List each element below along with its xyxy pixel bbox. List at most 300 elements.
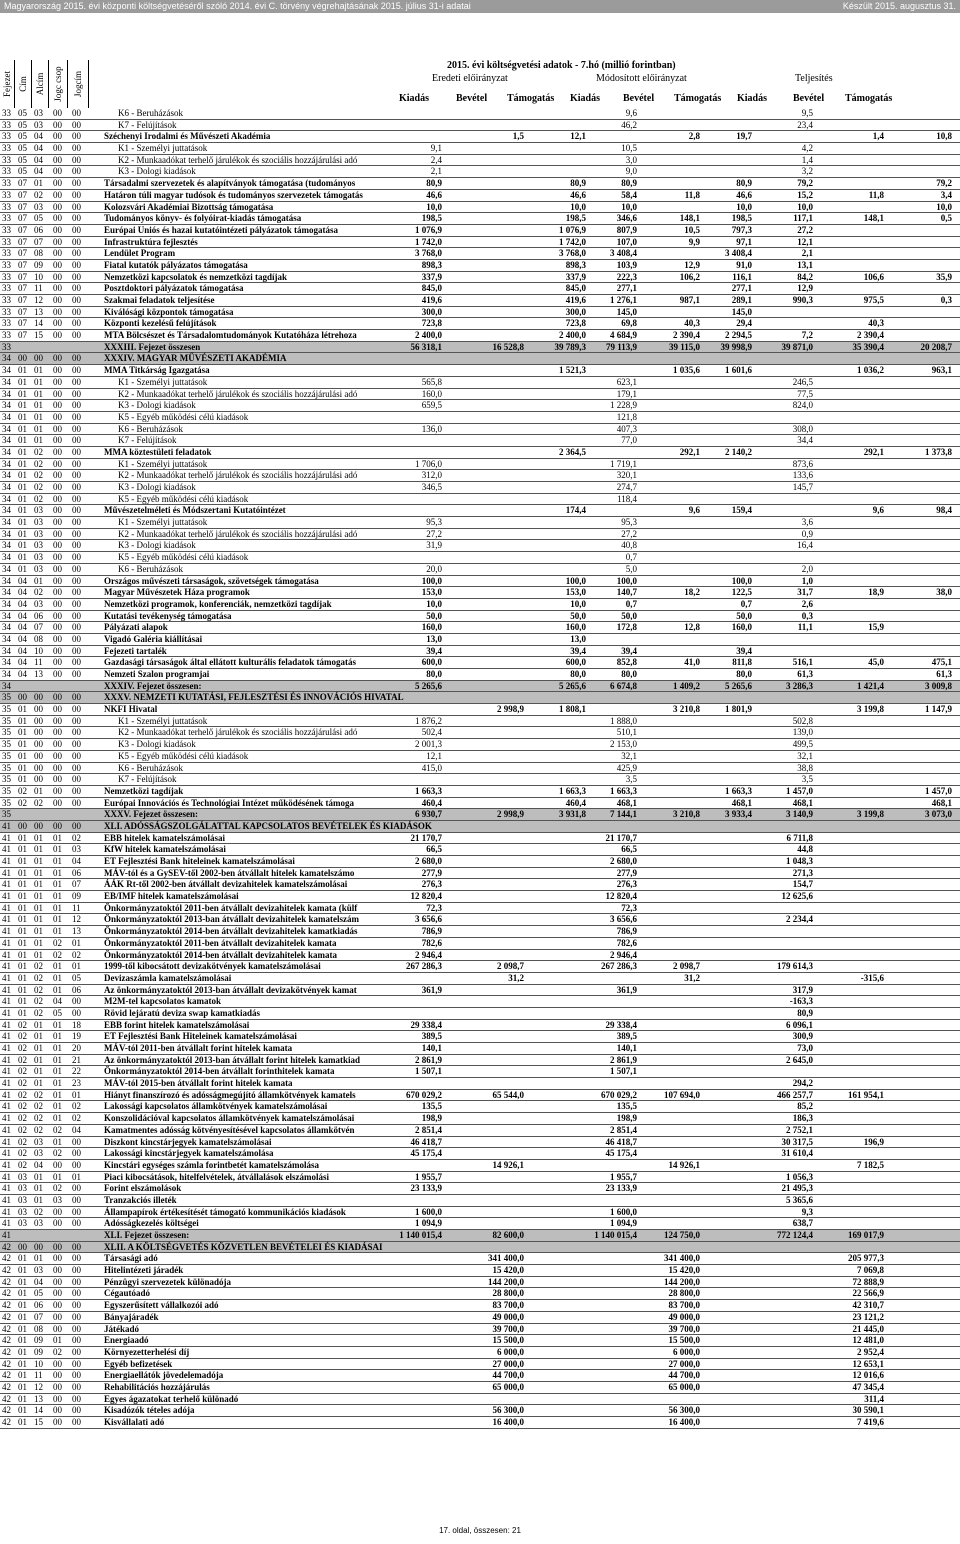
row-label: MÁV-tól 2015-ben átvállalt forint hitelek kamata [104, 1078, 293, 1089]
row-label: Az önkormányzatoktól 2013-ban átvállalt forint hitelek kamatkiad [104, 1054, 361, 1065]
table-row [0, 330, 960, 342]
code-cell: 02 [34, 961, 43, 972]
code-cell: 00 [72, 376, 81, 387]
code-cell: 03 [34, 201, 43, 212]
value-cell: 12,1 [426, 750, 442, 761]
code-cell: 01 [18, 762, 27, 773]
code-cell: 01 [34, 1043, 43, 1053]
value-cell: 23 133,9 [605, 1183, 637, 1194]
row-label: MMA köztestületi feladatok [104, 446, 212, 457]
value-cell: 1 035,6 [673, 365, 700, 376]
code-cell: 07 [34, 1311, 43, 1322]
code-cell: 00 [72, 400, 81, 411]
table-row [0, 166, 960, 178]
table-row [0, 868, 960, 880]
value-cell: 133,6 [792, 470, 813, 481]
code-cell: 00 [53, 575, 62, 586]
code-cell: 05 [53, 1007, 62, 1018]
value-cell: 1 457,0 [925, 785, 952, 796]
code-cell: 41 [2, 1089, 11, 1100]
code-cell: 07 [18, 236, 27, 247]
code-cell: 41 [2, 961, 11, 972]
table-row [0, 1335, 960, 1347]
code-cell: 00 [53, 318, 62, 329]
value-cell: 69,8 [621, 318, 637, 329]
code-cell: 00 [53, 470, 62, 481]
value-cell: 28 800,0 [668, 1288, 700, 1299]
code-cell: 00 [34, 1241, 43, 1252]
row-label: K5 - Egyéb működési célú kiadások [118, 750, 249, 761]
code-cell: 03 [18, 1194, 27, 1205]
code-cell: 00 [53, 131, 62, 142]
table-row [0, 435, 960, 447]
row-label: K2 - Munkaadókat terhelő járulékok és szociális hozzájárulási adó [118, 470, 358, 481]
value-cell: 10,8 [936, 131, 952, 142]
code-cell: 04 [53, 996, 62, 1007]
value-cell: 1 601,6 [725, 365, 752, 376]
value-cell: 72 888,9 [852, 1276, 884, 1287]
row-label: Piaci kibocsátások, hitelfelvételek, átvállalások elszámolási [104, 1171, 329, 1182]
value-cell: 9,3 [801, 1206, 813, 1217]
code-cell: 33 [2, 295, 11, 305]
code-cell: 01 [34, 844, 43, 855]
value-cell: 2,0 [801, 563, 813, 574]
value-cell: 898,3 [421, 259, 442, 270]
value-cell: 0,7 [740, 598, 752, 609]
code-cell: 00 [53, 1276, 62, 1287]
code-cell: 02 [53, 1183, 62, 1194]
value-cell: 361,9 [616, 984, 637, 995]
code-cell: 41 [2, 1124, 11, 1135]
code-cell: 01 [18, 856, 27, 866]
code-cell: 00 [72, 1253, 81, 1264]
code-cell: 41 [2, 856, 11, 866]
code-cell: 00 [72, 1311, 81, 1322]
code-cell: 11 [72, 902, 81, 913]
code-cell: 01 [18, 376, 27, 387]
code-cell: 00 [53, 1218, 62, 1229]
table-row [0, 1370, 960, 1382]
code-cell: 00 [72, 423, 81, 434]
row-label: NKFI Hivatal [104, 704, 158, 715]
code-cell: 00 [53, 692, 62, 703]
row-label: Vigadó Galéria kiállításai [104, 633, 203, 644]
value-cell: 2 098,7 [673, 961, 700, 972]
table-row [0, 587, 960, 599]
value-cell: 341 400,0 [664, 1253, 700, 1264]
value-cell: 39,4 [426, 645, 442, 656]
code-cell: 00 [72, 750, 81, 761]
code-cell: 00 [72, 1393, 81, 1404]
value-cell: 317,9 [792, 984, 813, 995]
value-cell: 276,3 [421, 879, 442, 890]
value-cell: 16 400,0 [668, 1417, 700, 1427]
row-label: K3 - Dologi kiadások [118, 739, 196, 750]
table-row [0, 1137, 960, 1149]
value-cell: 107,0 [616, 236, 637, 247]
code-cell: 33 [2, 236, 11, 247]
value-cell: 83 700,0 [668, 1300, 700, 1311]
code-cell: 00 [18, 353, 27, 364]
code-cell: 05 [72, 972, 81, 983]
value-cell: 198,9 [421, 1113, 442, 1124]
value-cell: 2,8 [688, 131, 700, 142]
value-cell: 21 445,0 [852, 1323, 884, 1334]
code-cell: 01 [53, 961, 62, 972]
code-cell: 34 [2, 493, 11, 504]
value-cell: 7 419,6 [857, 1417, 884, 1427]
row-label: XXXIII. Fejezet összesen [104, 341, 201, 352]
value-cell: 145,0 [616, 306, 637, 317]
value-cell: 124 750,0 [664, 1230, 700, 1240]
code-cell: 34 [2, 470, 11, 481]
code-cell: 02 [34, 972, 43, 983]
col-bevetel-3: Bevétel [793, 93, 825, 104]
value-cell: 782,6 [421, 937, 442, 948]
code-cell: 34 [2, 482, 11, 492]
table-row [0, 1055, 960, 1067]
code-cell: 01 [18, 750, 27, 761]
code-cell: 00 [53, 154, 62, 165]
row-label: K5 - Egyéb működési célú kiadások [118, 411, 249, 422]
value-cell: 1 094,9 [415, 1218, 442, 1229]
code-cell: 41 [2, 879, 11, 890]
code-cell: 01 [18, 949, 27, 960]
code-cell: 34 [2, 587, 11, 598]
code-cell: 00 [53, 189, 62, 200]
code-cell: 00 [72, 388, 81, 399]
value-cell: 2 680,0 [610, 856, 637, 866]
code-cell: 01 [18, 1393, 27, 1404]
table-row [0, 1078, 960, 1090]
code-cell: 41 [2, 949, 11, 960]
col-bevetel-1: Bevétel [456, 93, 488, 104]
value-cell: 277,1 [616, 283, 637, 294]
code-cell: 00 [72, 774, 81, 785]
value-cell: 179,1 [616, 388, 637, 399]
value-cell: 267 286,3 [601, 961, 637, 972]
row-label: Pályázati alapok [104, 622, 168, 633]
group-modositott: Módosított előirányzat [596, 73, 687, 84]
value-cell: 16,4 [797, 540, 813, 551]
code-cell: 41 [2, 1206, 11, 1217]
table-row [0, 1148, 960, 1160]
code-cell: 06 [72, 984, 81, 995]
code-cell: 33 [2, 318, 11, 329]
value-cell: 2 364,5 [559, 446, 586, 457]
table-row [0, 669, 960, 681]
code-cell: 01 [18, 435, 27, 446]
value-cell: 2 861,9 [610, 1054, 637, 1065]
value-cell: 23 121,2 [852, 1311, 884, 1322]
code-cell: 04 [18, 657, 27, 668]
value-cell: 1 600,0 [415, 1206, 442, 1217]
code-cell: 01 [18, 552, 27, 563]
code-cell: 12 [34, 1381, 43, 1392]
code-cell: 41 [2, 1101, 11, 1112]
row-label: K7 - Felújítások [118, 119, 177, 130]
value-cell: 987,1 [679, 295, 700, 305]
value-cell: 12,8 [684, 622, 700, 633]
value-cell: 7,2 [801, 330, 813, 341]
code-cell: 00 [34, 820, 43, 831]
code-cell: 34 [2, 528, 11, 539]
row-label: XLII. A KÖLTSÉGVETÉS KÖZVETLEN BEVÉTELEI ÉS KIADÁSAI [104, 1241, 383, 1252]
table-row [0, 657, 960, 669]
value-cell: 140,7 [616, 587, 637, 598]
value-cell: 140,1 [421, 1043, 442, 1053]
table-row [0, 1312, 960, 1324]
code-cell: 35 [2, 762, 11, 773]
code-cell: 10 [34, 645, 43, 656]
code-cell: 34 [2, 645, 11, 656]
code-cell: 00 [72, 213, 81, 224]
value-cell: 9,0 [625, 166, 637, 177]
code-cell: 00 [53, 1241, 62, 1252]
value-cell: 9,6 [688, 505, 700, 516]
code-cell: 01 [53, 926, 62, 937]
code-cell: 02 [72, 832, 81, 843]
code-cell: 00 [53, 388, 62, 399]
row-label: Diszkont kincstárjegyek kamatelszámolásai [104, 1136, 272, 1147]
code-cell: 07 [72, 879, 81, 890]
value-cell: 845,0 [565, 283, 586, 294]
code-cell: 02 [53, 949, 62, 960]
row-label: Egyéb befizetések [104, 1358, 173, 1369]
row-label: Nemzeti Szalon programjai [104, 669, 210, 679]
value-cell: 502,4 [421, 727, 442, 738]
code-cell: 41 [2, 1171, 11, 1182]
code-cell: 02 [34, 1007, 43, 1018]
value-cell: 107 694,0 [664, 1089, 700, 1100]
value-cell: 5,0 [625, 563, 637, 574]
code-cell: 00 [53, 528, 62, 539]
table-row [0, 131, 960, 143]
value-cell: 179 614,3 [777, 961, 813, 972]
value-cell: 39,4 [621, 645, 637, 656]
value-cell: 460,4 [565, 797, 586, 808]
table-row [0, 540, 960, 552]
row-label: M2M-tel kapcsolatos kamatok [104, 996, 221, 1007]
row-label: Nemzetközi tagdíjak [104, 785, 184, 796]
code-cell: 00 [72, 633, 81, 644]
code-cell: 00 [53, 563, 62, 574]
code-cell: 02 [18, 785, 27, 796]
value-cell: 1 706,0 [415, 458, 442, 469]
code-cell: 04 [18, 598, 27, 609]
table-row [0, 821, 960, 833]
value-cell: 117,1 [793, 213, 813, 224]
row-label: Kolozsvári Akadémiai Bizottság támogatása [104, 201, 274, 212]
value-cell: 466 257,7 [777, 1089, 813, 1100]
value-cell: 15 500,0 [492, 1335, 524, 1346]
value-cell: 50,0 [736, 610, 752, 621]
value-cell: 30 317,5 [781, 1136, 813, 1147]
value-cell: 30 590,1 [852, 1405, 884, 1416]
value-cell: 898,3 [565, 259, 586, 270]
value-cell: 38,0 [936, 587, 952, 598]
code-cell: 03 [34, 119, 43, 130]
value-cell: 502,8 [792, 715, 813, 726]
value-cell: 565,8 [421, 376, 442, 387]
table-row [0, 1207, 960, 1219]
code-cell: 02 [18, 1019, 27, 1030]
code-cell: 08 [34, 633, 43, 644]
value-cell: 95,3 [621, 517, 637, 528]
code-cell: 00 [53, 330, 62, 341]
code-cell: 07 [34, 622, 43, 633]
code-cell: 12 [72, 914, 81, 925]
code-cell: 00 [72, 645, 81, 656]
code-cell: 02 [18, 1113, 27, 1124]
code-cell: 01 [53, 1113, 62, 1124]
value-cell: 271,3 [792, 867, 813, 878]
code-cell: 03 [34, 563, 43, 574]
code-cell: 02 [18, 797, 27, 808]
value-cell: 300,0 [421, 306, 442, 317]
row-label: Művészetelméleti és Módszertani Kutatóintézet [104, 505, 286, 516]
code-cell: 42 [2, 1300, 11, 1311]
code-cell: 01 [53, 914, 62, 925]
value-cell: 45 175,4 [410, 1148, 442, 1159]
code-cell: 00 [72, 563, 81, 574]
value-cell: 39 700,0 [492, 1323, 524, 1334]
row-label: Kincstári egységes számla forintbetét kamatelszámolása [104, 1159, 319, 1170]
table-row [0, 1277, 960, 1289]
col-kiadas-2: Kiadás [570, 93, 601, 104]
table-row [0, 786, 960, 798]
value-cell: 1 663,3 [610, 785, 637, 796]
code-cell: 00 [53, 622, 62, 633]
code-cell: 01 [18, 1417, 27, 1427]
code-cell: 34 [2, 458, 11, 469]
value-cell: 11,1 [797, 622, 813, 633]
table-row [0, 225, 960, 237]
value-cell: 407,3 [616, 423, 637, 434]
row-label: K7 - Felújítások [118, 435, 177, 446]
value-cell: 2 098,7 [497, 961, 524, 972]
code-cell: 01 [53, 1136, 62, 1147]
table-row [0, 1031, 960, 1043]
value-cell: 79,2 [797, 178, 813, 189]
code-cell: 01 [34, 1253, 43, 1264]
code-cell: 34 [2, 598, 11, 609]
code-cell: 34 [2, 423, 11, 434]
value-cell: 77,5 [797, 388, 813, 399]
code-cell: 00 [53, 1159, 62, 1170]
code-cell: 00 [72, 715, 81, 726]
code-cell: 01 [18, 1288, 27, 1299]
value-cell: 3 768,0 [415, 248, 442, 259]
code-cell: 34 [2, 400, 11, 411]
value-cell: 2 752,1 [786, 1124, 813, 1135]
value-cell: 56 300,0 [668, 1405, 700, 1416]
table-row [0, 272, 960, 284]
code-cell: 02 [34, 1124, 43, 1135]
code-cell: 11 [34, 1370, 43, 1381]
code-cell: 01 [18, 1381, 27, 1392]
value-cell: 2 861,9 [415, 1054, 442, 1065]
value-cell: 85,2 [797, 1101, 813, 1112]
table-row [0, 494, 960, 506]
value-cell: 10,0 [570, 598, 586, 609]
value-cell: 2 645,0 [786, 1054, 813, 1065]
table-row [0, 1324, 960, 1336]
code-cell: 00 [53, 598, 62, 609]
code-cell: 33 [2, 341, 11, 352]
code-cell: 07 [18, 248, 27, 259]
code-cell: 05 [18, 131, 27, 142]
value-cell: 31,7 [797, 587, 813, 598]
code-cell: 01 [34, 423, 43, 434]
value-cell: 1 147,9 [925, 704, 952, 715]
value-cell: 27 000,0 [492, 1358, 524, 1369]
table-row [0, 389, 960, 401]
code-cell: 00 [53, 482, 62, 492]
row-label: Egyes ágazatokat terhelő különadó [104, 1393, 239, 1404]
table-row [0, 798, 960, 810]
code-cell: 00 [53, 552, 62, 563]
value-cell: 46,2 [621, 119, 637, 130]
value-cell: 1 409,2 [673, 680, 700, 691]
code-cell: 01 [18, 727, 27, 738]
code-cell: 15 [34, 330, 43, 341]
value-cell: 3 210,8 [673, 704, 700, 715]
code-cell: 00 [53, 1417, 62, 1427]
code-cell: 01 [72, 1089, 81, 1100]
value-cell: 72,3 [621, 902, 637, 913]
code-cell: 33 [2, 131, 11, 142]
value-cell: 46,6 [570, 189, 586, 200]
col-tamogatas-2: Támogatás [674, 93, 722, 104]
value-cell: 3,4 [940, 189, 952, 200]
row-label: Lendület Program [104, 248, 176, 259]
value-cell: 1 955,7 [610, 1171, 637, 1182]
code-cell: 01 [18, 493, 27, 504]
code-cell: 09 [34, 1335, 43, 1346]
row-label: Adósságkezelés költségei [104, 1218, 199, 1229]
value-cell: 2 946,4 [415, 949, 442, 960]
code-cell: 00 [53, 727, 62, 738]
code-cell: 05 [18, 119, 27, 130]
value-cell: 45,0 [868, 657, 884, 668]
code-cell: 41 [2, 1194, 11, 1205]
row-label: K3 - Dologi kiadások [118, 166, 196, 177]
code-cell: 01 [53, 891, 62, 902]
code-cell: 00 [72, 224, 81, 235]
code-cell: 03 [18, 1171, 27, 1182]
code-cell: 01 [34, 411, 43, 422]
value-cell: 659,5 [421, 400, 442, 411]
row-label: K6 - Beruházások [118, 563, 183, 574]
code-cell: 02 [18, 1089, 27, 1100]
value-cell: 40,3 [684, 318, 700, 329]
value-cell: 80,9 [621, 178, 637, 189]
code-cell: 00 [72, 482, 81, 492]
value-cell: 100,0 [731, 575, 752, 586]
code-cell: 02 [34, 470, 43, 481]
value-cell: 27,2 [621, 528, 637, 539]
code-cell: 08 [34, 248, 43, 259]
code-cell: 42 [2, 1288, 11, 1299]
code-cell: 00 [53, 1381, 62, 1392]
value-cell: 11,8 [684, 189, 700, 200]
code-cell: 00 [34, 692, 43, 703]
code-cell: 01 [18, 879, 27, 890]
code-cell: 01 [34, 832, 43, 843]
code-cell: 00 [72, 1335, 81, 1346]
table-row [0, 529, 960, 541]
